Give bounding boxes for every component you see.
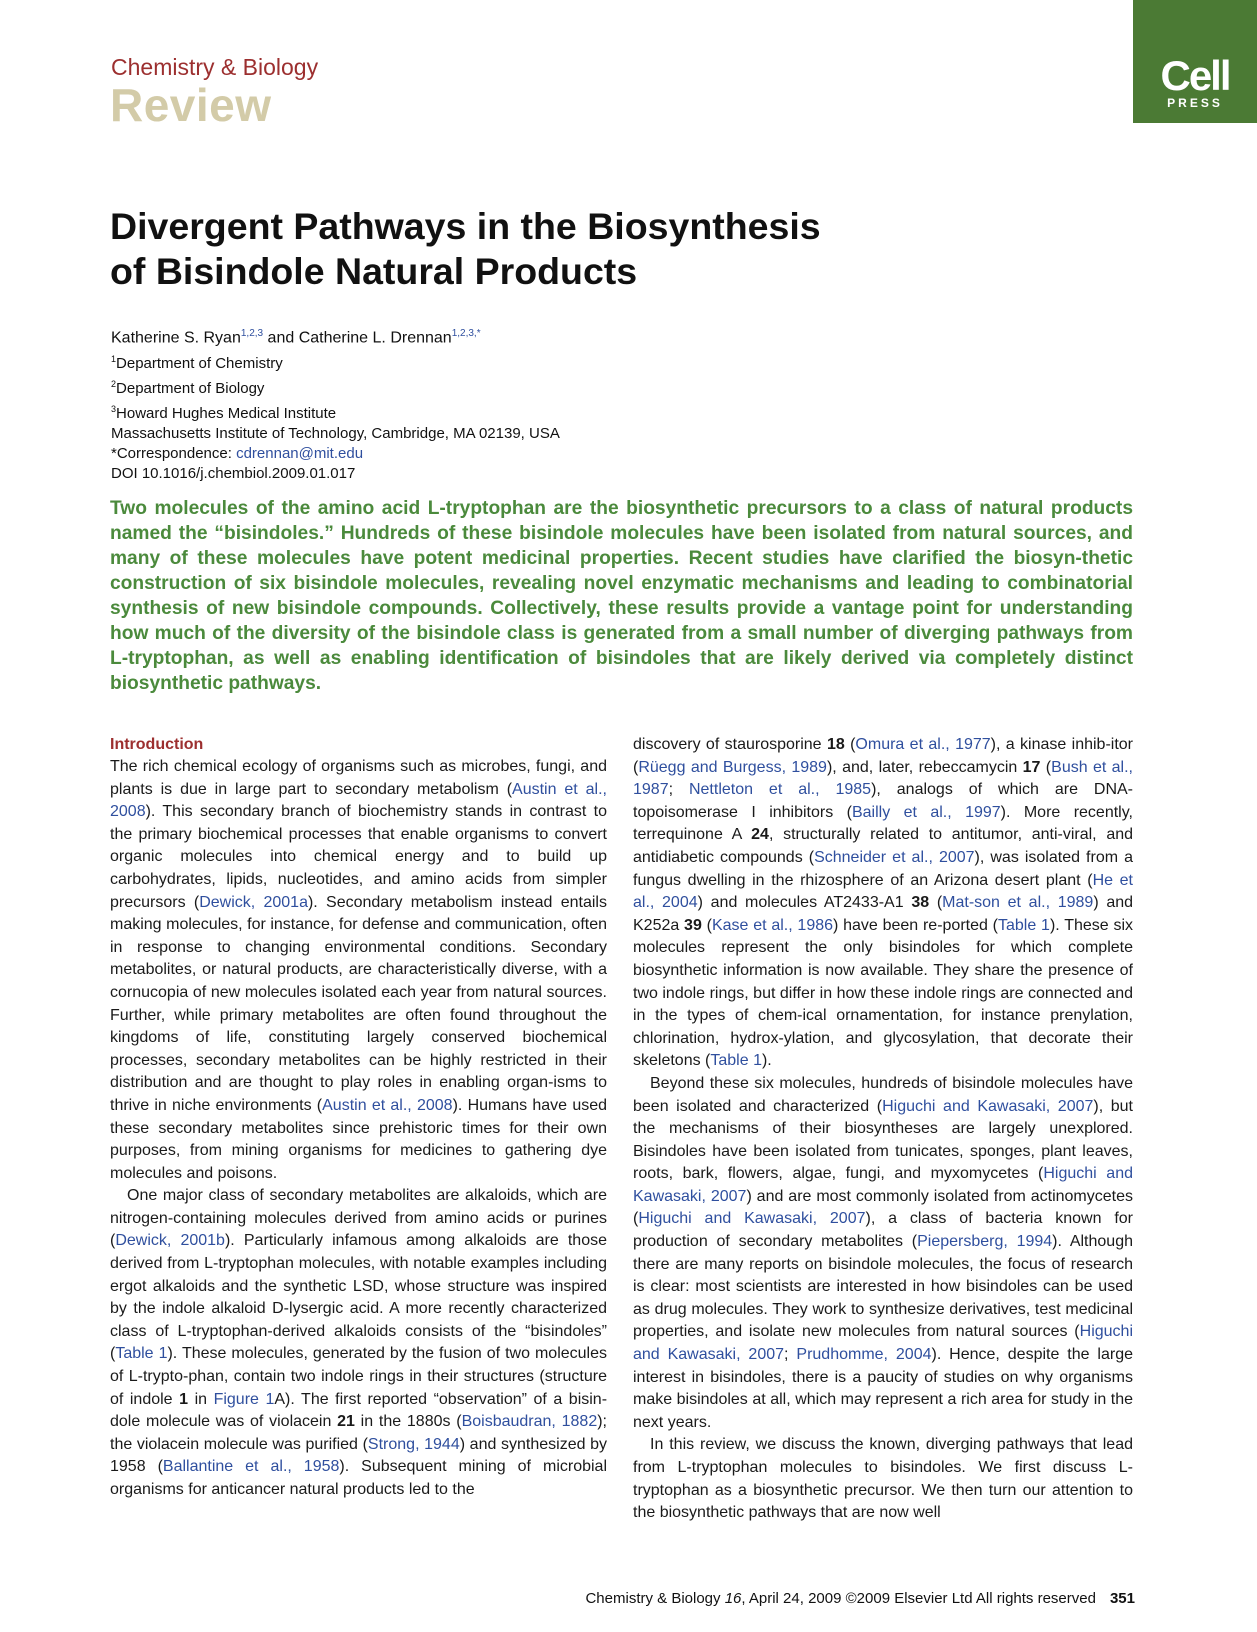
text-run: ), analogs of which are DNA-topoisomerase I inhibitors (	[633, 781, 1134, 821]
citation-link[interactable]: Dewick, 2001b	[115, 1232, 225, 1250]
author-2-affil[interactable]: 1,2,3,*	[451, 328, 481, 339]
citation-link[interactable]: Ballantine et al., 1958	[162, 1458, 340, 1476]
affil-3-sup: 3	[111, 404, 117, 414]
affiliations	[111, 349, 560, 484]
citation-link[interactable]: Kase et al., 1986	[711, 916, 834, 934]
journal-name: Chemistry & Biology	[111, 54, 319, 80]
section-label: Review	[110, 79, 272, 131]
citation-link[interactable]: Schneider et al., 2007	[814, 848, 975, 866]
citation-link[interactable]: Rüegg and Burgess, 1989	[638, 758, 827, 776]
text-run: Beyond these six molecules, hundreds of bisindole molecules have been isolated and characterized (	[633, 1074, 1133, 1115]
text-run: (	[844, 736, 856, 753]
text-run: ). Subsequent mining of microbial organisms for anticancer natural products led to the	[110, 1458, 607, 1498]
footer-journal: Chemistry & Biology	[585, 1590, 725, 1607]
text-run: ;	[784, 1346, 797, 1364]
citation-link[interactable]: Table 1	[998, 916, 1050, 934]
text-run: ), but the mechanisms of their biosyntheses are largely unexplored. Bisindoles have been isolated from tunicates, sponges, plant leaves, roots, bark, flowers, algae, fungi, and myxomycetes (	[633, 1097, 1133, 1183]
page-footer	[585, 1590, 1135, 1607]
paragraph	[633, 1434, 1133, 1524]
author-1[interactable]: Katherine S. Ryan	[111, 329, 241, 347]
article-title	[110, 204, 1010, 294]
footer-volume: 16	[724, 1590, 742, 1607]
affil-1-sup: 1	[111, 354, 117, 364]
abstract: Two molecules of the amino acid L-tryptophan are the biosynthetic precursors to a class of natural products named the “bisindoles.” Hundreds of these bisindole molecules have been isolated from natural sources, and many of these molecules have potent medicinal properties. Recent studies have clarified the biosyn-thetic construction of six bisindole molecules, revealing novel enzymatic mechanisms and leading to combinatorial synthesis of new bisindole compounds. Collectively, these results provide a vantage point for understanding how much of the diversity of the bisindole class is generated from a small number of diverging pathways from L-tryptophan, as well as enabling identification of bisindoles that are likely derived via completely distinct biosynthetic pathways.	[110, 498, 1133, 694]
text-run: ), a class of bacteria known for production of secondary metabolites (	[633, 1210, 1134, 1251]
footer-rest: , April 24, 2009 ©2009 Elsevier Ltd All rights reserved	[741, 1590, 1096, 1607]
text-run: ). More recently, terrequinone A	[633, 803, 1133, 844]
author-list	[111, 328, 481, 347]
text-run: ;	[668, 781, 689, 799]
text-run: ).	[761, 1052, 772, 1070]
text-run: ). Humans have used these secondary metabolites since prehistoric times for their own purposes, from mining organisms for medicines to gathering dye molecules and poisons.	[110, 1096, 608, 1182]
author-2[interactable]: Catherine L. Drennan	[298, 329, 452, 347]
text-run: ) and molecules AT2433-A1	[697, 894, 912, 912]
paragraph	[110, 1185, 607, 1501]
logo-press-text: PRESS	[1167, 96, 1223, 110]
affil-1: Department of Chemistry	[116, 355, 283, 372]
text-run: ). Secondary metabolism instead entails making molecules, for instance, for defense and communication, often in response to changing environmental conditions. Secondary metabolites, or natural products, are characteristically diverse, with a cornucopia of new molecules isolated each year from natural sources. Further, while primary metabolites are often found throughout the kingdoms of life, constituting largely conserved biochemical processes, secondary metabolites can be highly restricted in their distribution and are thought to play roles in enabling organ-isms to thrive in niche environments (	[110, 893, 607, 1114]
text-run: ). Hence, despite the large interest in bisindoles, there is a paucity of studies on why organisms make bisindoles at all, which may represent a rich area for study in the next years.	[633, 1346, 1133, 1431]
compound-number: 18	[826, 736, 845, 753]
citation-link[interactable]: Austin et al., 2008	[322, 1096, 453, 1114]
text-run: discovery of staurosporine	[633, 736, 827, 753]
text-run: ). These molecules, generated by the fusion of two molecules of L-trypto-phan, contain two indole rings in their structures (structure of indole	[110, 1345, 607, 1408]
citation-link[interactable]: Dewick, 2001a	[199, 893, 308, 911]
text-run: ) and synthesized by 1958 (	[110, 1435, 608, 1476]
text-run: ), a kinase inhib-itor (	[633, 736, 1134, 776]
body-column-left	[110, 734, 607, 1502]
citation-link[interactable]: Bush et al., 1987	[633, 758, 1133, 799]
citation-link[interactable]: Boisbaudran, 1882	[461, 1413, 598, 1431]
citation-link[interactable]: Table 1	[710, 1052, 762, 1070]
compound-number: 17	[1022, 758, 1041, 776]
doi: DOI 10.1016/j.chembiol.2009.01.017	[111, 465, 356, 482]
text-run: One major class of secondary metabolites are alkaloids, which are nitrogen-containing molecules derived from amino acids or purines (	[110, 1187, 607, 1250]
title-line-1: Divergent Pathways in the Biosynthesis	[110, 205, 821, 247]
citation-link[interactable]: Prudhomme, 2004	[796, 1346, 932, 1364]
text-run: in the 1880s (	[354, 1413, 462, 1431]
text-run: ). This secondary branch of biochemistry stands in contrast to the primary biochemical processes that enable organisms to convert organic molecules into chemical energy and to build up carbohydrates, lipids, nucleotides, and amino acids from simpler precursors (	[110, 803, 607, 911]
citation-link[interactable]: Mat-son et al., 1989	[942, 894, 1094, 912]
text-run: ) have been re-ported (	[833, 916, 998, 934]
affil-4: Massachusetts Institute of Technology, Cambridge, MA 02139, USA	[111, 425, 560, 442]
body-column-right	[633, 734, 1133, 1525]
affil-3: Howard Hughes Medical Institute	[116, 405, 337, 422]
cell-press-logo[interactable]	[1133, 0, 1257, 123]
citation-link[interactable]: Figure 1	[213, 1390, 275, 1408]
citation-link[interactable]: Omura et al., 1977	[855, 736, 991, 753]
citation-link[interactable]: Higuchi and Kawasaki, 2007	[633, 1165, 1133, 1205]
text-run: , structurally related to antitumor, anti-viral, and antidiabetic compounds (	[633, 826, 1134, 866]
author-separator: and	[263, 329, 299, 347]
citation-link[interactable]: Strong, 1944	[367, 1435, 460, 1453]
text-run: ), was isolated from a fungus dwelling in the rhizosphere of an Arizona desert plant (	[633, 848, 1133, 889]
compound-number: 39	[684, 916, 702, 934]
paragraph	[110, 756, 607, 1185]
text-run: in	[188, 1390, 214, 1408]
text-run: ). These six molecules represent the only bisindoles for which complete biosynthetic information is now available. They share the presence of two indole rings, but differ in how these indole rings are connected and in the types of chem-ical ornamentation, for instance prenylation, chlorination, hydrox-ylation, and glycosylation, that decorate their skeletons (	[633, 916, 1133, 1070]
citation-link[interactable]: Nettleton et al., 1985	[688, 781, 872, 799]
citation-link[interactable]: Austin et al., 2008	[110, 780, 608, 821]
section-heading-introduction: Introduction	[110, 736, 204, 753]
paragraph	[633, 1073, 1133, 1435]
correspondence-label: *Correspondence:	[111, 445, 237, 462]
compound-number: 24	[751, 826, 769, 844]
text-run: (	[929, 894, 943, 912]
compound-number: 1	[179, 1390, 189, 1408]
author-1-affil[interactable]: 1,2,3	[240, 328, 264, 339]
text-run: The rich chemical ecology of organisms such as microbes, fungi, and plants is due in large part to secondary metabolism (	[110, 758, 607, 798]
citation-link[interactable]: Higuchi and Kawasaki, 2007	[638, 1210, 866, 1228]
paragraph	[633, 734, 1133, 1073]
affil-2-sup: 2	[111, 379, 117, 389]
page-number: 351	[1109, 1590, 1135, 1607]
logo-cell-text: Cell	[1160, 52, 1230, 99]
title-line-2: of Bisindole Natural Products	[110, 250, 638, 292]
text-run: ). Although there are many reports on bisindole molecules, the focus of research is clear: most scientists are interested in how bisindoles can be used as drug molecules. They work to synthesize derivatives, test medicinal properties, and isolate new molecules from natural sources (	[633, 1233, 1133, 1341]
text-run: ) and K252a	[633, 894, 1134, 934]
citation-link[interactable]: Higuchi and Kawasaki, 2007	[882, 1097, 1094, 1115]
correspondence-email-link[interactable]: cdrennan@mit.edu	[236, 445, 364, 462]
text-run: (	[701, 916, 712, 934]
text-run: ), and, later, rebeccamycin	[826, 758, 1023, 776]
text-run: (	[1040, 758, 1052, 776]
text-run: In this review, we discuss the known, diverging pathways that lead from L-tryptophan molecules to bisindoles. We first discuss L-tryptophan as a biosynthetic precursor. We then turn our attention to the biosynthetic pathways that are now well	[633, 1436, 1133, 1522]
text-run: A). The first reported “observation” of a bisin-dole molecule was of violacein	[110, 1390, 608, 1431]
text-run: ); the violacein molecule was purified (	[110, 1413, 607, 1453]
citation-link[interactable]: Table 1	[115, 1345, 168, 1363]
affil-2: Department of Biology	[116, 380, 265, 397]
compound-number: 38	[911, 894, 930, 912]
citation-link[interactable]: Higuchi and Kawasaki, 2007	[633, 1323, 1133, 1364]
citation-link[interactable]: Bailly et al., 1997	[851, 803, 1001, 821]
text-run: ) and are most commonly isolated from actinomycetes (	[633, 1187, 1133, 1228]
citation-link[interactable]: Piepersberg, 1994	[917, 1233, 1053, 1251]
text-run: ). Particularly infamous among alkaloids are those derived from L-tryptophan molecules, with notable examples including ergot alkaloids and the synthetic LSD, whose structure was inspired by the indole alkaloid D-lysergic acid. A more recently characterized class of L-tryptophan-derived alkaloids consists of the “bisindoles” (	[110, 1232, 607, 1363]
compound-number: 21	[337, 1413, 355, 1431]
citation-link[interactable]: He et al., 2004	[633, 871, 1133, 912]
